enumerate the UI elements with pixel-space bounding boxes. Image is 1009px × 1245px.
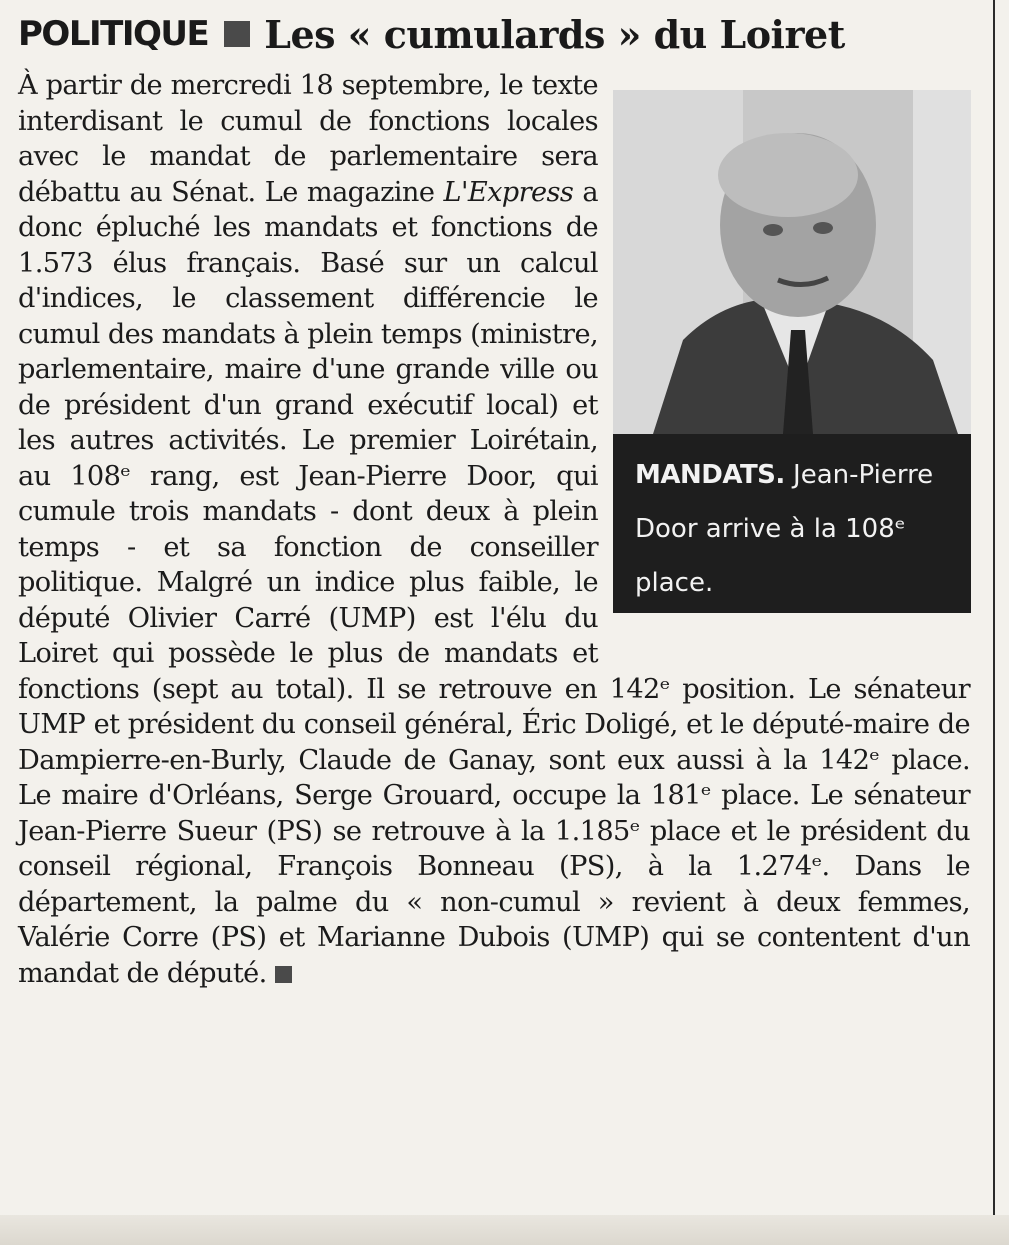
magazine-name: L'Express [443, 176, 574, 208]
article-body [18, 68, 970, 1208]
body-text-intro: À partir de mercredi 18 septembre, le texte interdisant le cumul de fonctions locales avec le mandat de parlementaire sera débattu au Sénat. Le magazine [18, 70, 598, 208]
square-bullet-icon [224, 21, 250, 47]
article-title: Les « cumulards » du Loiret [264, 11, 845, 57]
body-text-main: a donc épluché les mandats et fonctions de 1.573 élus français. Basé sur un calcul d'indices, le classement différencie le cumul des mandats à plein temps (ministre, parlementaire, maire d'une grande ville ou de président d'un grand exécutif local) et les autres activités. Le premier Loirétain, au 108ᵉ rang, est Jean-Pierre Door, qui cumule trois mandats - dont deux à plein temps - et sa fonction de conseiller politique. Malgré un indice plus faible, le député Olivier Carré (UMP) est l'élu du Loiret qui possède le plus de mandats et fonctions (sept au total). Il se retrouve en 142ᵉ position. Le sénateur UMP et président du conseil général, Éric Doligé, et le député-maire de Dampierre-en-Burly, Claude de Ganay, sont eux aussi à la 142ᵉ place. Le maire d'Orléans, Serge Grouard, occupe la 181ᵉ place. Le sénateur Jean-Pierre Sueur (PS) se retrouve à la 1.185ᵉ place et le président du conseil régional, François Bonneau (PS), à la 1.274ᵉ. Dans le département, la palme du « non-cumul » revient à deux femmes, Valérie Corre (PS) et Marianne Dubois (UMP) qui se contentent d'un mandat de député. [18, 176, 970, 989]
caption-kicker: MANDATS. [635, 460, 785, 490]
next-article-strip [0, 1215, 1009, 1245]
headline [18, 6, 978, 62]
end-of-article-icon [275, 966, 292, 983]
caption-text: Jean-Pierre Door arrive à la 108ᵉ place. [635, 460, 934, 598]
section-kicker: POLITIQUE [18, 14, 209, 54]
